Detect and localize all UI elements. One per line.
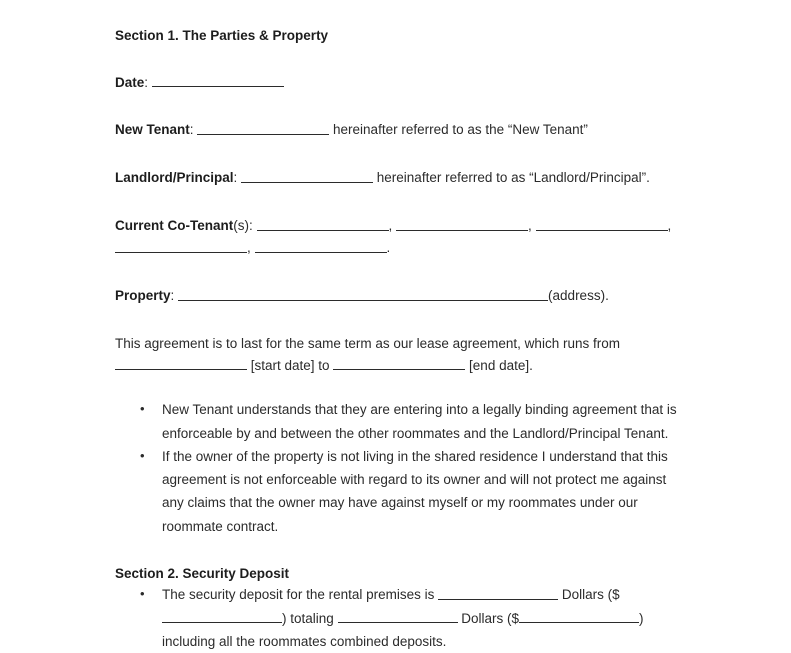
section-1-heading: Section 1. The Parties & Property — [115, 28, 329, 43]
deposit-text-1: The security deposit for the rental premises is — [162, 587, 439, 603]
total-amount-words-blank[interactable] — [338, 610, 458, 623]
total-amount-numeric-blank[interactable] — [519, 610, 639, 623]
deposit-text-3: ) totaling — [282, 610, 338, 626]
new-tenant-suffix-text: hereinafter referred to as the “New Tenant” — [329, 122, 588, 138]
landlord-suffix-text: hereinafter referred to as “Landlord/Principal”. — [373, 170, 650, 186]
cotenant-line: Current Co-Tenant(s): , , , , . — [115, 218, 672, 255]
document-body — [115, 26, 677, 653]
cotenant-suffix: (s): — [233, 218, 253, 234]
spacer — [115, 141, 677, 167]
spacer — [115, 93, 677, 119]
end-date-blank[interactable] — [333, 357, 465, 370]
section-2-bullet-list — [115, 583, 677, 653]
section-2-heading: Section 2. Security Deposit — [115, 565, 290, 581]
start-date-blank[interactable] — [115, 357, 247, 370]
deposit-text-4: Dollars ($ — [457, 610, 520, 626]
deposit-text-5: ) — [639, 610, 644, 626]
spacer — [115, 46, 677, 72]
cotenant-blank-3[interactable] — [536, 217, 668, 230]
term-line-1: This agreement is to last for the same term as our lease agreement, which runs from — [115, 335, 620, 351]
date-blank[interactable] — [152, 74, 284, 87]
spacer — [115, 307, 677, 333]
list-item: • New Tenant understands that they are entering into a legally binding agreement that is enforceable by and between the other roommates and the Landlord/Principal Tenant. — [115, 398, 677, 444]
date-label: Date — [115, 74, 145, 90]
spacer — [115, 259, 677, 285]
term-line-2 — [115, 355, 677, 377]
deposit-amount-numeric-blank[interactable] — [162, 610, 282, 623]
date-field-line — [115, 72, 677, 94]
property-line: Property: (address). — [115, 287, 609, 303]
section-2-block — [115, 564, 677, 653]
list-item — [115, 583, 677, 653]
end-date-label: [end date]. — [465, 357, 533, 373]
deposit-amount-words-blank[interactable] — [438, 587, 558, 600]
deposit-text-6: including all the roommates combined deposits. — [162, 633, 447, 649]
property-label: Property — [115, 287, 171, 303]
cotenant-blank-2[interactable] — [396, 217, 528, 230]
cotenant-blank-5[interactable] — [255, 239, 387, 252]
deposit-text-2: Dollars ($ — [558, 587, 620, 603]
cotenant-label: Current Co-Tenant — [115, 218, 234, 234]
list-item: • If the owner of the property is not living in the shared residence I understand that this agreement is not enforceable with regard to its owner and will not protect me against any claims that the owner may have against myself or my roommates under our roommate contract. — [115, 445, 677, 538]
property-suffix-text: (address). — [548, 287, 609, 303]
new-tenant-label: New Tenant — [115, 122, 190, 138]
spacer — [115, 189, 677, 215]
start-date-label: [start date] to — [247, 357, 334, 373]
cotenant-blank-4[interactable] — [115, 239, 247, 252]
section-1-bullet-list — [115, 398, 677, 537]
landlord-label: Landlord/Principal — [115, 170, 234, 186]
spacer — [115, 376, 677, 398]
landlord-blank[interactable] — [241, 170, 373, 183]
new-tenant-blank[interactable] — [197, 122, 329, 135]
date-colon: : — [144, 74, 149, 90]
new-tenant-line: New Tenant: hereinafter referred to as the “New Tenant” — [115, 122, 588, 138]
landlord-line: Landlord/Principal: hereinafter referred to as “Landlord/Principal”. — [115, 170, 650, 186]
property-blank[interactable] — [178, 287, 548, 300]
cotenant-blank-1[interactable] — [257, 217, 389, 230]
